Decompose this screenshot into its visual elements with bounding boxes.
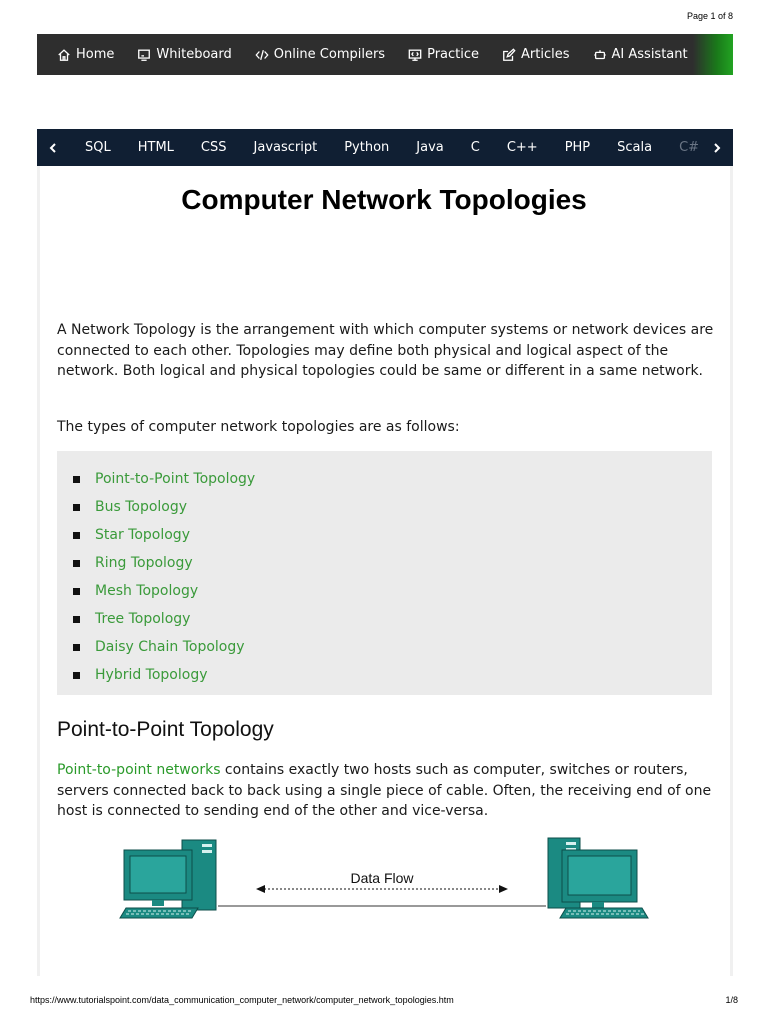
bullet-icon bbox=[73, 616, 80, 623]
language-link-scala[interactable]: Scala bbox=[617, 140, 653, 155]
language-link-css[interactable]: CSS bbox=[200, 140, 227, 155]
intro-paragraph: A Network Topology is the arrangement with which computer systems or network devices are connected to each other. Topologies may define both physical and logical aspect of the network. Both logical and physical topologies could be same or different in a same network. bbox=[57, 322, 714, 379]
language-link-java[interactable]: Java bbox=[416, 140, 444, 155]
print-page-header: Page 1 of 8 bbox=[686, 11, 733, 21]
toc-link-ring[interactable]: Ring Topology bbox=[95, 555, 193, 571]
nav-articles-label: Articles bbox=[521, 47, 570, 62]
p2p-paragraph bbox=[57, 760, 717, 822]
list-item bbox=[57, 605, 712, 633]
p2p-link[interactable]: Point-to-point networks bbox=[57, 762, 221, 778]
toc-link-star[interactable]: Star Topology bbox=[95, 527, 190, 543]
types-intro-paragraph: The types of computer network topologies are as follows: bbox=[57, 419, 460, 435]
chevron-right-icon bbox=[712, 143, 722, 153]
code-icon bbox=[255, 48, 269, 62]
list-item bbox=[57, 633, 712, 661]
toc-link-daisy-chain[interactable]: Daisy Chain Topology bbox=[95, 639, 245, 655]
p2p-text: contains exactly two hosts such as computer, switches or routers, servers connected back to back using a single piece of cable. Often, the receiving end of one host is connected to sending end of the other and vice-versa. bbox=[57, 762, 712, 819]
nav-online-compilers-label: Online Compilers bbox=[273, 47, 386, 62]
chevron-left-icon bbox=[48, 143, 58, 153]
page-title: Computer Network Topologies bbox=[181, 184, 587, 215]
data-flow-label: Data Flow bbox=[350, 870, 414, 886]
top-navigation-bar bbox=[37, 34, 733, 75]
language-navigation-bar bbox=[37, 129, 733, 166]
scroll-right-button[interactable] bbox=[701, 129, 733, 166]
language-link-php[interactable]: PHP bbox=[564, 140, 591, 155]
list-item bbox=[57, 661, 712, 689]
toc-link-mesh[interactable]: Mesh Topology bbox=[95, 583, 199, 599]
language-link-python[interactable]: Python bbox=[344, 140, 390, 155]
nav-ai-assistant-label: AI Assistant bbox=[611, 47, 688, 62]
list-item bbox=[57, 521, 712, 549]
list-item bbox=[57, 465, 712, 493]
toc-link-hybrid[interactable]: Hybrid Topology bbox=[95, 667, 208, 683]
whiteboard-icon bbox=[137, 48, 151, 62]
print-footer-url: https://www.tutorialspoint.com/data_communication_computer_network/computer_network_topologies.htm bbox=[30, 995, 454, 1005]
nav-articles[interactable] bbox=[502, 47, 569, 62]
language-link-c[interactable]: C bbox=[470, 140, 480, 155]
bullet-icon bbox=[73, 672, 80, 679]
nav-home-label: Home bbox=[76, 47, 115, 62]
nav-whiteboard-label: Whiteboard bbox=[156, 47, 232, 62]
bullet-icon bbox=[73, 588, 80, 595]
edit-icon bbox=[502, 48, 516, 62]
practice-icon bbox=[408, 48, 422, 62]
bullet-icon bbox=[73, 644, 80, 651]
computer-right-icon bbox=[548, 838, 648, 918]
nav-whiteboard[interactable] bbox=[137, 47, 231, 62]
toc-link-point-to-point[interactable]: Point-to-Point Topology bbox=[95, 471, 256, 487]
print-footer-page: 1/8 bbox=[725, 995, 738, 1005]
language-link-cpp[interactable]: C++ bbox=[506, 140, 538, 155]
list-item bbox=[57, 549, 712, 577]
bullet-icon bbox=[73, 476, 80, 483]
language-link-sql[interactable]: SQL bbox=[85, 140, 111, 155]
point-to-point-diagram bbox=[118, 830, 654, 926]
language-link-csharp[interactable]: C# bbox=[679, 140, 700, 155]
toc-link-bus[interactable]: Bus Topology bbox=[95, 499, 188, 515]
bullet-icon bbox=[73, 560, 80, 567]
list-item bbox=[57, 493, 712, 521]
topology-list bbox=[57, 451, 712, 695]
nav-home[interactable] bbox=[57, 47, 114, 62]
bullet-icon bbox=[73, 532, 80, 539]
nav-overflow-fade bbox=[693, 34, 733, 75]
home-icon bbox=[57, 48, 71, 62]
scroll-left-button[interactable] bbox=[37, 129, 69, 166]
language-link-html[interactable]: HTML bbox=[137, 140, 174, 155]
computer-left-icon bbox=[120, 840, 216, 918]
nav-ai-assistant[interactable] bbox=[593, 47, 688, 62]
nav-online-compilers[interactable] bbox=[255, 47, 385, 62]
data-flow-arrow bbox=[256, 885, 508, 893]
nav-practice[interactable] bbox=[408, 47, 479, 62]
language-links bbox=[69, 140, 701, 155]
nav-practice-label: Practice bbox=[427, 47, 480, 62]
toc-link-tree[interactable]: Tree Topology bbox=[95, 611, 191, 627]
list-item bbox=[57, 577, 712, 605]
section-heading: Point-to-Point Topology bbox=[57, 718, 274, 741]
bullet-icon bbox=[73, 504, 80, 511]
robot-icon bbox=[593, 48, 607, 62]
language-link-javascript[interactable]: Javascript bbox=[253, 140, 318, 155]
